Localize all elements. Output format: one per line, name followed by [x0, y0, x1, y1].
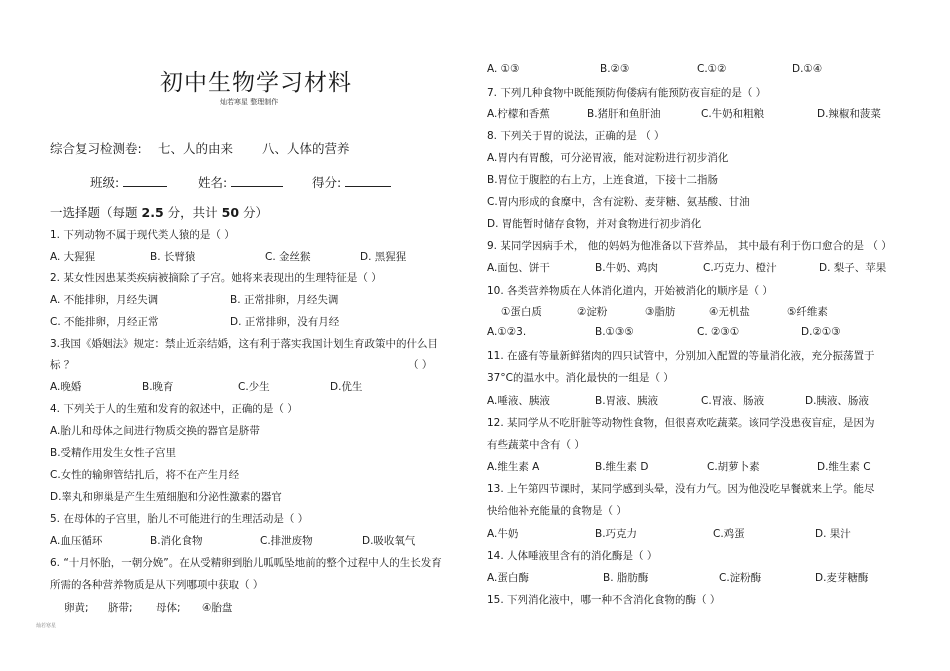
q2-option-c[interactable]: C. 不能排卵，月经正常: [50, 316, 159, 328]
q12-option-c[interactable]: C.胡萝卜素: [707, 461, 760, 473]
question-14: 14. 人体唾液里含有的消化酶是（ ）: [487, 550, 658, 562]
question-9: 9. 某同学因病手术， 他的妈妈为他准备以下营养品， 其中最有利于伤口愈合的是 （ ）: [487, 240, 892, 252]
name-label: 姓名:: [198, 175, 228, 190]
q11-option-a[interactable]: A.唾液、胰液: [487, 395, 550, 407]
document-title: 初中生物学习材料: [160, 70, 352, 96]
q10-option-a[interactable]: A.①②3.: [487, 326, 527, 338]
q5-option-a[interactable]: A.血压循环: [50, 535, 103, 547]
q11-option-d[interactable]: D.胰液、肠液: [805, 395, 869, 407]
q11-option-c[interactable]: C.胃液、肠液: [701, 395, 765, 407]
q6-option-a[interactable]: A. ①③: [487, 63, 520, 75]
q9-option-c[interactable]: C.巧克力、橙汁: [703, 262, 777, 274]
q6-item-2: 脐带;: [108, 602, 133, 614]
q6-option-b[interactable]: B.②③: [600, 63, 630, 75]
q8-option-b[interactable]: B.胃位于腹腔的右上方，上连食道，下接十二指肠: [487, 174, 719, 186]
q10-item-2: ②淀粉: [577, 306, 608, 318]
q6-option-c[interactable]: C.①②: [697, 63, 727, 75]
q3-option-a[interactable]: A.晚婚: [50, 381, 82, 393]
q10-item-1: ①蛋白质: [501, 306, 542, 318]
q10-item-3: ③脂肪: [645, 306, 676, 318]
question-12-line-2: 有些蔬菜中含有（ ）: [487, 439, 585, 451]
q13-option-a[interactable]: A.牛奶: [487, 528, 519, 540]
q4-option-c[interactable]: C.女性的输卵管结扎后，将不在产生月经: [50, 469, 240, 481]
q9-option-d[interactable]: D. 梨子、苹果: [819, 262, 887, 274]
footer-mark: 灿若寒星: [36, 623, 57, 629]
q7-option-c[interactable]: C.牛奶和粗粮: [701, 108, 765, 120]
q10-item-4: ④无机盐: [709, 306, 750, 318]
score-field[interactable]: [312, 173, 391, 191]
q1-option-b[interactable]: B. 长臂猿: [150, 251, 196, 263]
q5-option-c[interactable]: C.排泄废物: [260, 535, 313, 547]
q6-item-3: 母体;: [156, 602, 181, 614]
question-6-line-2: 所需的各种营养物质是从下列哪项中获取（ ）: [50, 579, 264, 591]
question-11-line-1: 11. 在盛有等量新鲜猪肉的四只试管中，分别加入配置的等量消化液，充分振荡置于: [487, 350, 875, 362]
q4-option-b[interactable]: B.受精作用发生女性子宫里: [50, 447, 177, 459]
q14-option-b[interactable]: B. 脂肪酶: [603, 572, 649, 584]
q8-option-a[interactable]: A.胃内有胃酸，可分泌胃液，能对淀粉进行初步消化: [487, 152, 729, 164]
q10-option-c[interactable]: C. ②③①: [697, 326, 740, 338]
score-blank[interactable]: [345, 174, 391, 187]
question-11-line-2: 37°C的温水中。消化最快的一组是（ ）: [487, 372, 674, 384]
q2-option-b[interactable]: B. 正常排卵，月经失调: [230, 294, 339, 306]
q1-option-a[interactable]: A. 大猩猩: [50, 251, 96, 263]
q1-option-c[interactable]: C. 金丝猴: [265, 251, 311, 263]
class-label: 班级:: [90, 175, 120, 190]
question-3-paren: （ ）: [408, 359, 433, 371]
name-field[interactable]: [198, 173, 283, 191]
q3-option-d[interactable]: D.优生: [330, 381, 363, 393]
question-2: 2. 某女性因患某类疾病被摘除了子宫。她将来表现出的生理特征是（ ）: [50, 272, 382, 284]
q3-option-b[interactable]: B.晚育: [142, 381, 174, 393]
q2-option-d[interactable]: D. 正常排卵，没有月经: [230, 316, 340, 328]
question-7: 7. 下列几种食物中既能预防佝偻病有能预防夜盲症的是（ ）: [487, 87, 767, 99]
q6-item-4: ④胎盘: [202, 602, 233, 614]
question-3-line-2: 标 ？: [50, 359, 75, 371]
name-blank[interactable]: [231, 174, 283, 187]
section-heading: 一选择题（每题 2.5 分，共计 50 分）: [50, 205, 269, 220]
unit-seven-label: 七、人的由来: [158, 141, 234, 156]
q1-option-d[interactable]: D. 黑猩猩: [360, 251, 407, 263]
q14-option-a[interactable]: A.蛋白酶: [487, 572, 529, 584]
score-label: 得分:: [312, 175, 342, 190]
question-15: 15. 下列消化液中，哪一种不含消化食物的酶（ ）: [487, 594, 721, 606]
q7-option-b[interactable]: B.猪肝和鱼肝油: [587, 108, 661, 120]
q4-option-d[interactable]: D.睾丸和卵巢是产生生殖细胞和分泌性激素的器官: [50, 491, 282, 503]
question-12-line-1: 12. 某同学从不吃肝脏等动物性食物，但很喜欢吃蔬菜。该同学没患夜盲症，是因为: [487, 417, 875, 429]
question-13-line-1: 13. 上午第四节课时，某同学感到头晕，没有力气。因为他没吃早餐就来上学。能尽: [487, 483, 875, 495]
q13-option-d[interactable]: D. 果汁: [815, 528, 851, 540]
q6-item-1: 卵黄;: [64, 602, 89, 614]
q6-option-d[interactable]: D.①④: [792, 63, 823, 75]
question-1: 1. 下列动物不属于现代类人猿的是（ ）: [50, 229, 235, 241]
q10-option-d[interactable]: D.②①③: [801, 326, 841, 338]
document-subtitle: 灿若寒星 整理制作: [220, 98, 279, 106]
q13-option-b[interactable]: B.巧克力: [595, 528, 638, 540]
q2-option-a[interactable]: A. 不能排卵，月经失调: [50, 294, 159, 306]
q8-option-c[interactable]: C.胃内形成的食糜中，含有淀粉、麦芽糖、氨基酸、甘油: [487, 196, 750, 208]
unit-eight-label: 八、人体的营养: [262, 141, 350, 156]
q10-option-b[interactable]: B.①③⑤: [595, 326, 634, 338]
question-6-line-1: 6. “十月怀胎，一朝分娩”。在从受精卵到胎儿呱呱坠地前的整个过程中人的生长发育: [50, 557, 442, 569]
q12-option-b[interactable]: B.维生素 D: [595, 461, 649, 473]
q9-option-b[interactable]: B.牛奶、鸡肉: [595, 262, 659, 274]
q12-option-d[interactable]: D.维生素 C: [817, 461, 871, 473]
q13-option-c[interactable]: C.鸡蛋: [713, 528, 745, 540]
question-3-line-1: 3.我国《婚姻法》规定：禁止近亲结婚，这有利于落实我国计划生育政策中的什么目: [50, 338, 439, 350]
question-4: 4. 下列关于人的生殖和发育的叙述中，正确的是（ ）: [50, 403, 298, 415]
q14-option-d[interactable]: D.麦芽糖酶: [815, 572, 869, 584]
q10-item-5: ⑤纤维素: [787, 306, 828, 318]
q8-option-d[interactable]: D. 胃能暂时储存食物，并对食物进行初步消化: [487, 218, 702, 230]
class-blank[interactable]: [123, 174, 167, 187]
class-field[interactable]: [90, 173, 167, 191]
exam-label: 综合复习检测卷:: [50, 141, 142, 156]
q14-option-c[interactable]: C.淀粉酶: [719, 572, 762, 584]
question-5: 5. 在母体的子宫里，胎儿不可能进行的生理活动是（ ）: [50, 513, 309, 525]
q5-option-d[interactable]: D.吸收氧气: [362, 535, 416, 547]
q7-option-a[interactable]: A.柠檬和香蕉: [487, 108, 550, 120]
question-13-line-2: 快给他补充能量的食物是（ ）: [487, 505, 627, 517]
q3-option-c[interactable]: C.少生: [238, 381, 270, 393]
q11-option-b[interactable]: B.胃液、胰液: [595, 395, 659, 407]
question-10: 10. 各类营养物质在人体消化道内，开始被消化的顺序是（ ）: [487, 285, 773, 297]
q5-option-b[interactable]: B.消化食物: [150, 535, 203, 547]
question-8: 8. 下列关于胃的说法，正确的是 （ ）: [487, 130, 665, 142]
q4-option-a[interactable]: A.胎儿和母体之间进行物质交换的器官是脐带: [50, 425, 260, 437]
q9-option-a[interactable]: A.面包、饼干: [487, 262, 550, 274]
q12-option-a[interactable]: A.维生素 A: [487, 461, 540, 473]
q7-option-d[interactable]: D.辣椒和菠菜: [817, 108, 881, 120]
